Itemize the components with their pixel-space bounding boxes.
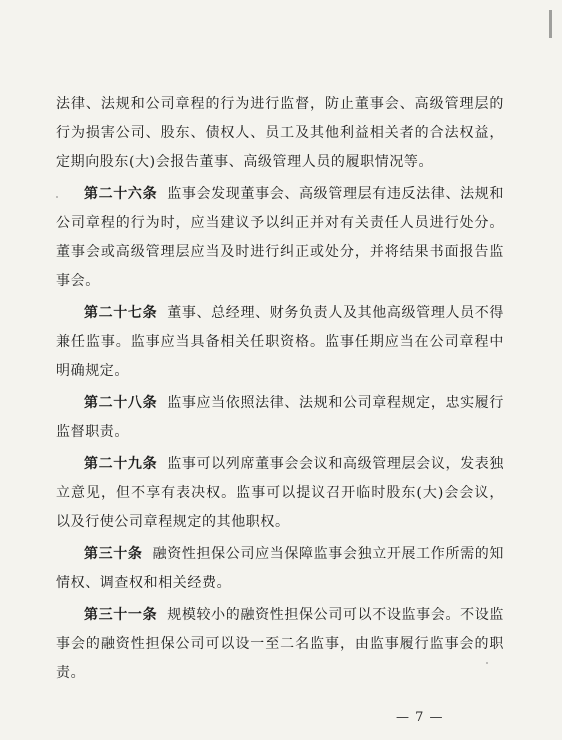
scan-edge-mark	[549, 10, 552, 38]
article-text: 监事会发现董事会、高级管理层有违反法律、法规和公司章程的行为时，应当建议予以纠正并对有关责任人员进行处分。董事会或高级管理层应当及时进行纠正或处分，并将结果书面报告监事会。	[56, 186, 505, 289]
article-number: 第二十六条	[84, 186, 158, 202]
article-number: 第三十条	[84, 546, 143, 562]
article-text: 融资性担保公司应当保障监事会独立开展工作所需的知情权、调查权和相关经费。	[56, 546, 504, 591]
document-body	[56, 90, 504, 691]
article-number: 第二十八条	[84, 395, 158, 411]
paragraph-text: 法律、法规和公司章程的行为进行监督，防止董事会、高级管理层的行为损害公司、股东、债权人、员工及其他利益相关者的合法权益，定期向股东(大)会报告董事、高级管理人员的履职情况等。	[56, 96, 504, 170]
article-28	[56, 389, 504, 447]
article-27	[56, 299, 504, 386]
paragraph-continuation	[56, 90, 504, 177]
article-text: 监事可以列席董事会会议和高级管理层会议，发表独立意见，但不享有表决权。监事可以提议召开临时股东(大)会会议，以及行使公司章程规定的其他职权。	[56, 456, 505, 530]
article-number: 第二十七条	[84, 305, 158, 321]
article-text: 监事应当依照法律、法规和公司章程规定，忠实履行监督职责。	[56, 395, 505, 440]
article-30	[56, 540, 504, 598]
article-number: 第二十九条	[84, 456, 158, 472]
page-number: — 7 —	[396, 710, 444, 725]
article-31	[56, 601, 504, 688]
article-number: 第三十一条	[84, 607, 158, 623]
article-26	[56, 180, 504, 296]
article-text: 董事、总经理、财务负责人及其他高级管理人员不得兼任监事。监事应当具备相关任职资格。监事任期应当在公司章程中明确规定。	[56, 305, 505, 379]
article-29	[56, 450, 504, 537]
article-text: 规模较小的融资性担保公司可以不设监事会。不设监事会的融资性担保公司可以设一至二名监事，由监事履行监事会的职责。	[56, 607, 505, 681]
